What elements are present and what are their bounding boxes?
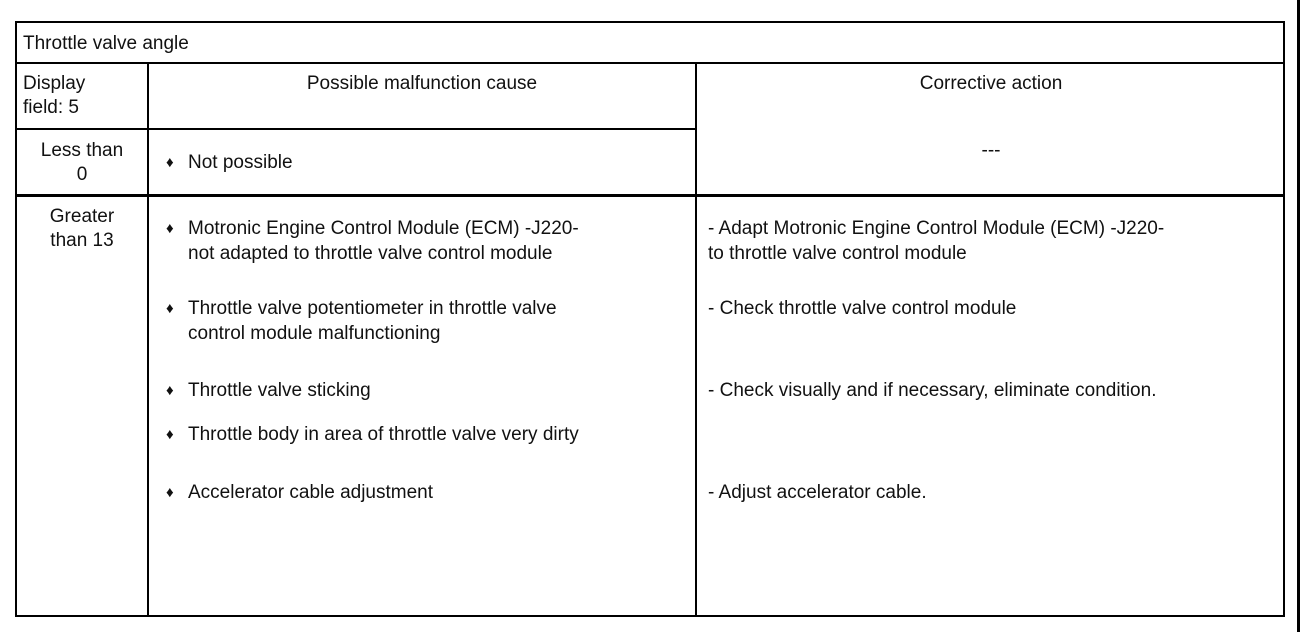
row-1-value-line-2: 0: [76, 164, 88, 185]
row-2-value: [17, 205, 147, 253]
bullet-icon: ♦: [166, 382, 174, 399]
row-1-value-line-1: Less than: [40, 140, 124, 161]
header-cause: Possible malfunction cause: [306, 73, 538, 94]
cause-text-line-1: Throttle valve potentiometer in throttle valve: [188, 298, 557, 319]
cause-text: Throttle valve sticking: [188, 380, 371, 401]
header-divider-left: [15, 128, 696, 130]
row-2-value-line-2: than 13: [50, 230, 114, 251]
header-display-field-line-2: field: 5: [23, 97, 79, 118]
row-2-value-line-1: Greater: [49, 206, 115, 227]
bullet-icon: ♦: [166, 220, 174, 237]
row-2-action-1: [708, 216, 1164, 266]
row-2-action-3: - Check visually and if necessary, eliminate condition.: [708, 380, 1157, 401]
cause-text: Throttle body in area of throttle valve very dirty: [188, 424, 579, 445]
row-1-value: [17, 139, 147, 187]
title-divider: [15, 62, 1285, 64]
header-display-field: [23, 72, 85, 120]
action-text-line-2: to throttle valve control module: [708, 243, 967, 264]
column-divider-1: [147, 62, 149, 617]
cause-text-line-2: control module malfunctioning: [188, 323, 441, 344]
bullet-icon: ♦: [166, 154, 174, 171]
cause-text-line-2: not adapted to throttle valve control module: [188, 243, 553, 264]
cause-text: Accelerator cable adjustment: [188, 482, 434, 503]
row-divider: [15, 194, 1285, 197]
action-text-line-1: - Adapt Motronic Engine Control Module (ECM) -J220-: [708, 218, 1165, 239]
cause-text-line-1: Motronic Engine Control Module (ECM) -J220-: [188, 218, 579, 239]
page-edge: [1297, 0, 1300, 632]
row-2-action-4: - Adjust accelerator cable.: [708, 482, 927, 503]
bullet-icon: ♦: [166, 426, 174, 443]
header-display-field-line-1: Display: [23, 73, 86, 94]
header-action: Corrective action: [919, 73, 1063, 94]
row-2-action-2: - Check throttle valve control module: [708, 298, 1017, 319]
bullet-icon: ♦: [166, 484, 174, 501]
cause-text: Not possible: [188, 152, 293, 173]
table-title: Throttle valve angle: [23, 33, 189, 54]
row-1-action: ---: [981, 140, 1001, 161]
bullet-icon: ♦: [166, 300, 174, 317]
